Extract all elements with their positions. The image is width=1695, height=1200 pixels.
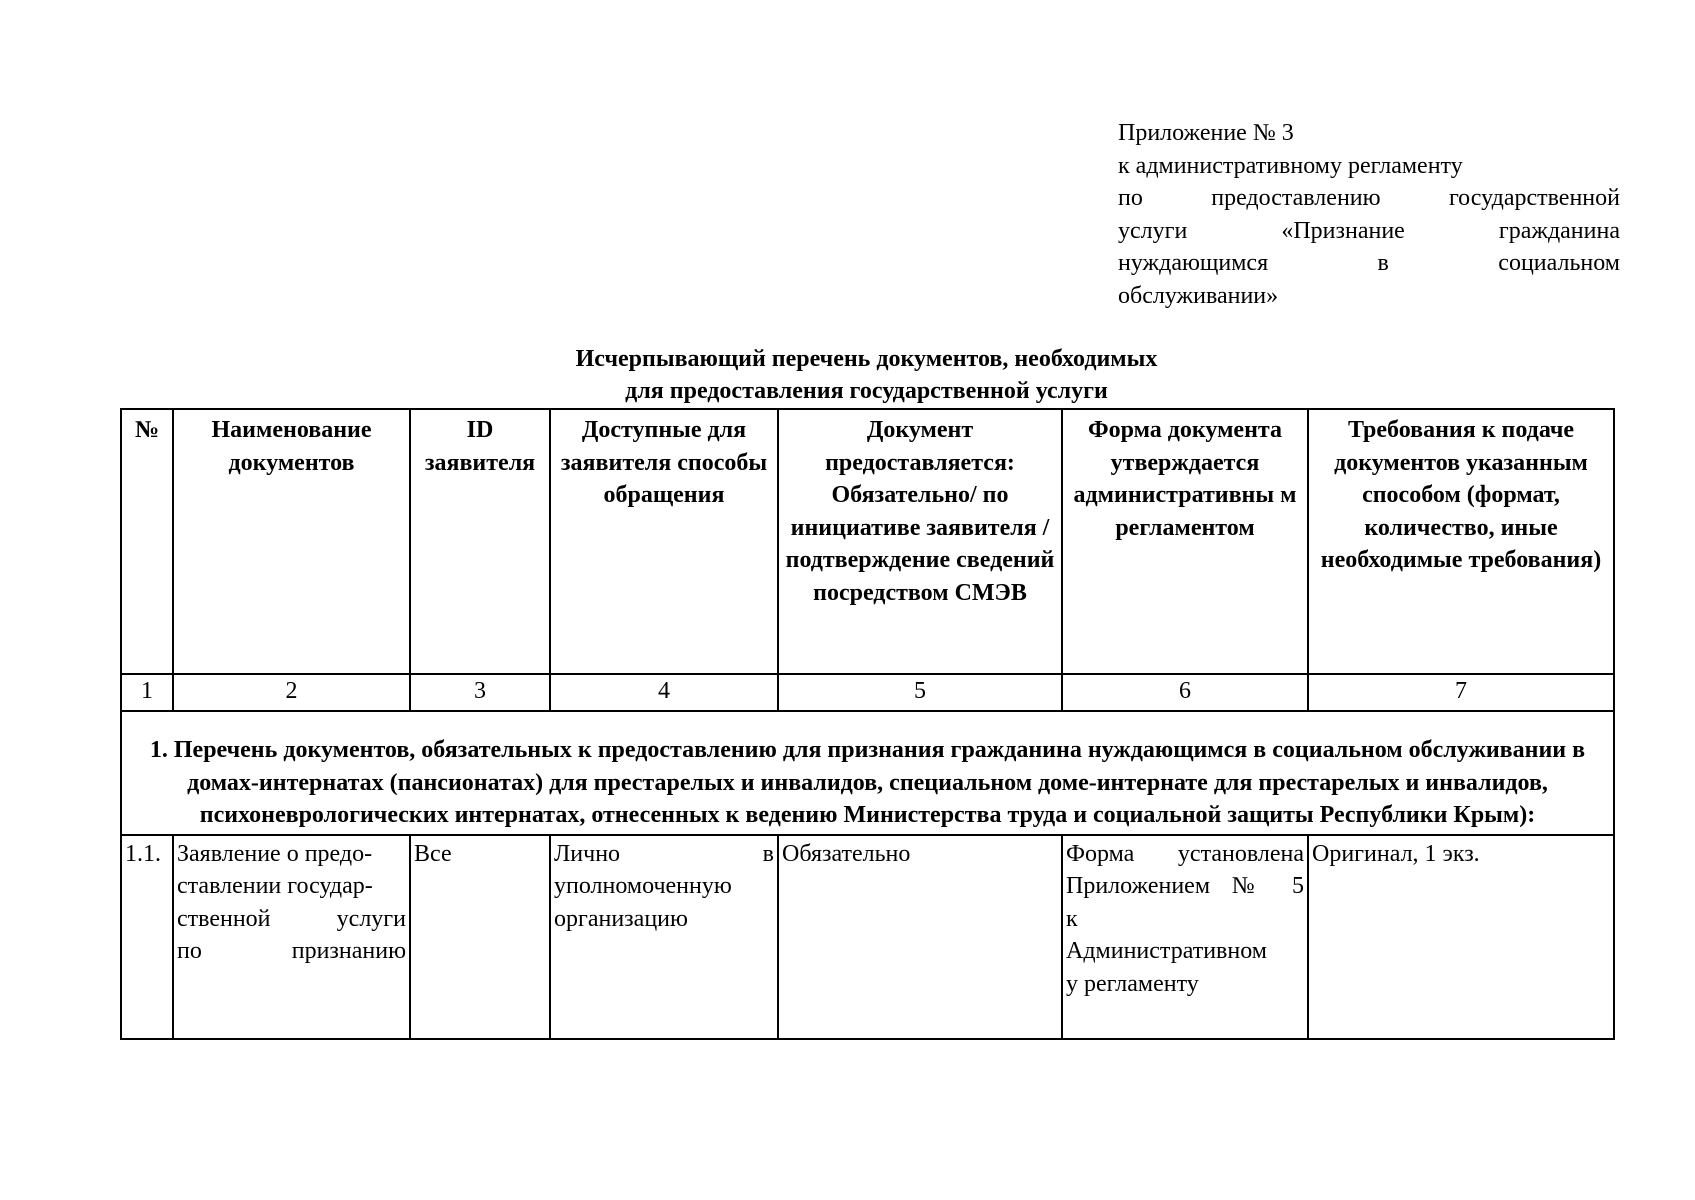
- ways-line: Лично в: [554, 840, 774, 867]
- column-number: 3: [410, 674, 550, 711]
- row-access-ways: [550, 835, 778, 1039]
- column-number: 2: [173, 674, 410, 711]
- column-number: 7: [1308, 674, 1614, 711]
- table-header-row: [121, 409, 1614, 674]
- ways-line: уполномоченную: [554, 873, 732, 899]
- form-line: Приложением № 5: [1066, 873, 1304, 899]
- column-number: 5: [778, 674, 1062, 711]
- appendix-line-5: [1118, 247, 1620, 280]
- header-number: №: [121, 409, 173, 674]
- appendix-block: [1118, 117, 1620, 312]
- name-line: по признанию: [177, 938, 406, 964]
- row-requirements: Оригинал, 1 экз.: [1308, 835, 1614, 1039]
- appendix-word: услуги: [1118, 217, 1188, 244]
- title-line-2: для предоставления государственной услуги: [625, 378, 1108, 404]
- section-row: [121, 711, 1614, 835]
- header-access-ways: Доступные для заявителя способы обращения: [550, 409, 778, 674]
- appendix-word: «Признание: [1281, 217, 1405, 244]
- appendix-word: гражданина: [1498, 217, 1620, 244]
- appendix-word: в: [1377, 250, 1389, 276]
- table-row: [121, 835, 1614, 1039]
- appendix-line-3: [1118, 182, 1620, 215]
- header-provision-mode: Документ предоставляется: Обязательно/ по инициативе заявителя /подтверждение сведений посредством СМЭВ: [778, 409, 1062, 674]
- appendix-word: предоставлению: [1211, 185, 1381, 211]
- row-provision-mode: Обязательно: [778, 835, 1062, 1039]
- appendix-word: нуждающимся: [1118, 250, 1269, 276]
- row-document-form: [1062, 835, 1308, 1039]
- documents-table: [120, 408, 1615, 1040]
- column-number-row: [121, 674, 1614, 711]
- appendix-word: государственной: [1448, 185, 1620, 211]
- row-document-name: [173, 835, 410, 1039]
- header-document-name: Наименование документов: [173, 409, 410, 674]
- appendix-line-4: [1118, 215, 1620, 248]
- appendix-line-2: к административному регламенту: [1118, 152, 1463, 179]
- row-applicant: Все: [410, 835, 550, 1039]
- name-line: Заявление о предо-: [177, 840, 373, 867]
- name-line: ственной услуги: [177, 905, 406, 932]
- appendix-word: социальном: [1498, 250, 1620, 276]
- column-number: 1: [121, 674, 173, 711]
- header-document-form: Форма документа утверждается административны м регламентом: [1062, 409, 1308, 674]
- form-line: у регламенту: [1066, 970, 1199, 997]
- column-number: 6: [1062, 674, 1308, 711]
- section-title: 1. Перечень документов, обязательных к предоставлению для признания гражданина нуждающимся в социальном обслуживании в домах-интернатах (пансионатах) для престарелых и инвалидов, специальном доме-интернате для престарелых и инвалидов, психоневрологических интернатах, отнесенных к ведению Министерства труда и социальной защиты Республики Крым):: [121, 711, 1614, 835]
- document-title: [120, 343, 1613, 407]
- ways-line: организацию: [554, 905, 688, 932]
- form-line: к: [1066, 905, 1078, 932]
- row-number: 1.1.: [121, 835, 173, 1039]
- header-applicant-id: ID заявителя: [410, 409, 550, 674]
- form-line: Административном: [1066, 938, 1267, 964]
- appendix-word: по: [1118, 185, 1143, 211]
- form-line: Форма установлена: [1066, 840, 1304, 867]
- title-line-1: Исчерпывающий перечень документов, необходимых: [575, 346, 1158, 372]
- column-number: 4: [550, 674, 778, 711]
- header-requirements: Требования к подаче документов указанным способом (формат, количество, иные необходимые требования): [1308, 409, 1614, 674]
- appendix-line-1: Приложение № 3: [1118, 120, 1294, 146]
- appendix-line-6: обслуживании»: [1118, 282, 1279, 309]
- name-line: ставлении государ-: [177, 873, 373, 899]
